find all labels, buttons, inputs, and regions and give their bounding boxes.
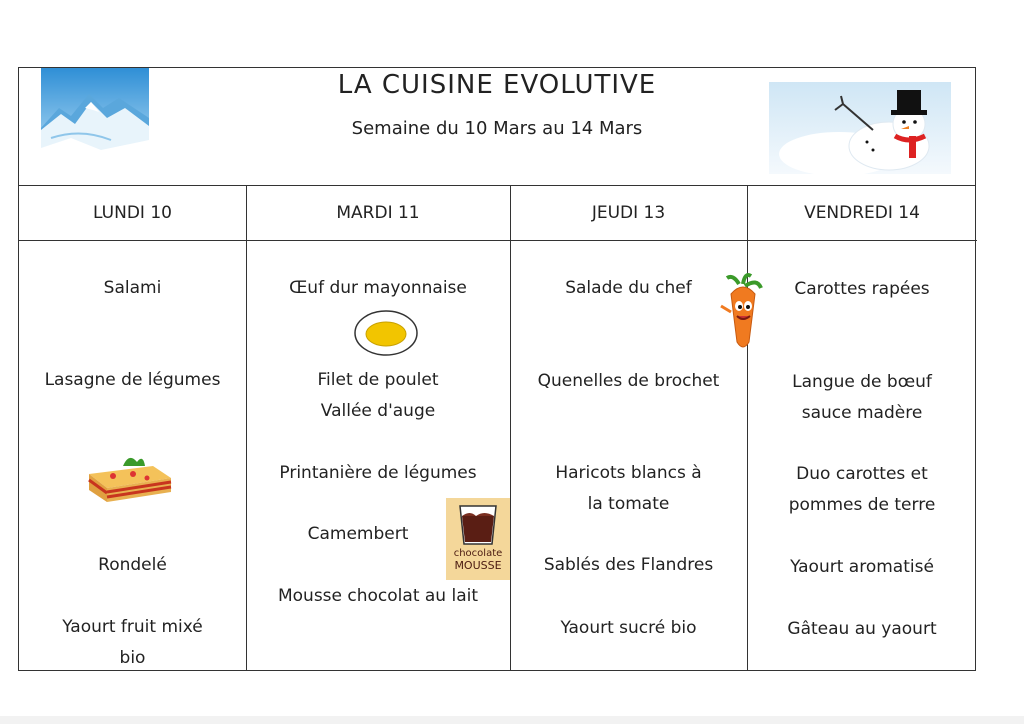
page-title: LA CUISINE EVOLUTIVE: [337, 70, 657, 100]
day-header-tuesday: MARDI 11: [246, 186, 510, 241]
menu-item: Yaourt aromatisé: [790, 557, 934, 577]
menu-item: Mousse chocolat au lait: [277, 586, 479, 606]
menu-item: la tomate: [587, 494, 670, 514]
day-header-friday: VENDREDI 14: [747, 186, 977, 241]
menu-item: Yaourt fruit mixé: [62, 617, 203, 637]
menu-item: Printanière de légumes: [279, 463, 477, 483]
egg-image: [353, 308, 419, 358]
mousse-label-2: MOUSSE: [454, 559, 502, 572]
mousse-image: [446, 498, 510, 580]
menu-item: Duo carottes et: [796, 464, 928, 484]
scan-edge: [0, 716, 1024, 724]
menu-header: [19, 68, 975, 186]
lasagna-image: [83, 444, 175, 506]
menu-item: Gâteau au yaourt: [787, 619, 937, 639]
menu-sheet: [18, 67, 976, 671]
menu-item: Salami: [103, 278, 162, 298]
day-header-thursday: JEUDI 13: [510, 186, 747, 241]
mousse-label-1: chocolate: [453, 548, 503, 559]
menu-item: Quenelles de brochet: [537, 371, 720, 391]
menu-item: sauce madère: [801, 403, 923, 423]
menu-item: Vallée d'auge: [320, 401, 436, 421]
menu-item: Œuf dur mayonnaise: [289, 278, 467, 298]
menu-item: Rondelé: [98, 555, 167, 575]
menu-item: Sablés des Flandres: [543, 555, 714, 575]
menu-item: Haricots blancs à: [555, 463, 702, 483]
menu-item: Camembert: [307, 524, 409, 544]
menu-item: pommes de terre: [788, 495, 936, 515]
menu-item: Filet de poulet: [317, 370, 439, 390]
snowman-image: [769, 82, 951, 174]
menu-item: Langue de bœuf: [792, 372, 932, 392]
menu-item: Carottes rapées: [794, 279, 930, 299]
day-header-monday: LUNDI 10: [19, 186, 246, 241]
menu-item: bio: [119, 648, 146, 668]
week-subtitle: Semaine du 10 Mars au 14 Mars: [351, 118, 643, 139]
menu-item: Lasagne de légumes: [44, 370, 221, 390]
column-divider: [510, 186, 511, 670]
menu-item: Salade du chef: [565, 278, 692, 298]
menu-item: Yaourt sucré bio: [560, 618, 697, 638]
mousse-cup-icon: [454, 502, 502, 548]
